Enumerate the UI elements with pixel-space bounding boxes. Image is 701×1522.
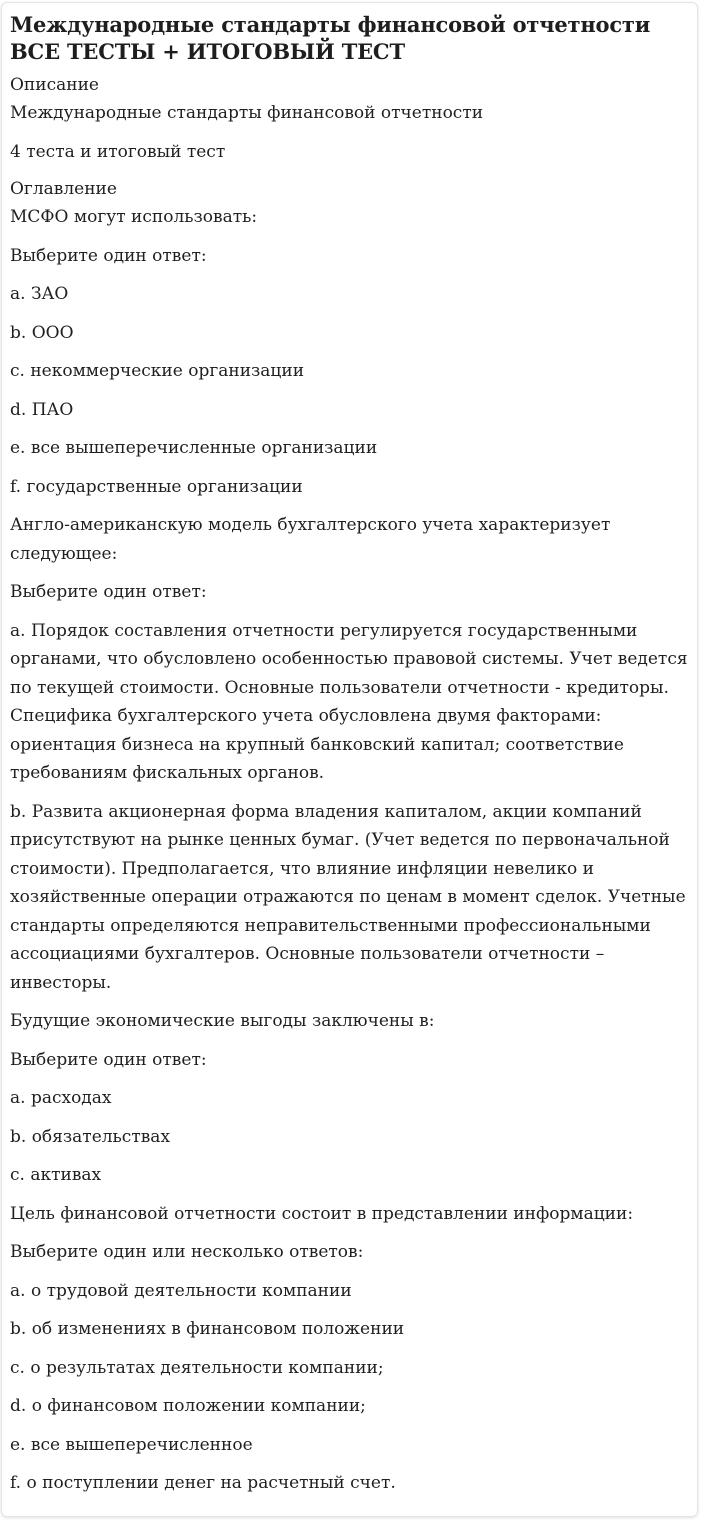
answer-option: c. некоммерческие организации bbox=[10, 361, 305, 381]
answer-option: e. все вышеперечисленное bbox=[10, 1434, 253, 1455]
question-text: Цель финансовой отчетности состоит в представлении информации: bbox=[10, 1203, 634, 1224]
question-text: Англо-американскую модель бухгалтерского учета характеризует следующее: bbox=[10, 515, 611, 564]
question-instruction: Выберите один ответ: bbox=[10, 582, 207, 602]
answer-option: f. о поступлении денег на расчетный счет. bbox=[10, 1473, 396, 1493]
description-line: Международные стандарты финансовой отчетности bbox=[10, 103, 484, 123]
answer-option: a. ЗАО bbox=[10, 284, 69, 304]
question-text: Будущие экономические выгоды заключены в: bbox=[10, 1011, 435, 1031]
answer-option: b. Развита акционерная форма владения капиталом, акции компаний присутствуют на рынке ценных бумаг. (Учет ведется по первоначальной стоимости). Предполагается, что влияние инфляции невелико и хозяйственные операции отражаются по ценам в момент сделок. Учетные стандарты определяются неправительственными профессиональными ассоциациями бухгалтеров. Основные пользователи отчетности – инвесторы. bbox=[10, 801, 686, 993]
description-heading: Описание bbox=[10, 75, 99, 95]
answer-option: d. ПАО bbox=[10, 399, 74, 420]
answer-option: c. активах bbox=[10, 1165, 102, 1185]
answer-option: a. Порядок составления отчетности регулируется государственными органами, что обусловлено особенностью правовой системы. Учет ведется по текущей стоимости. Основные пользователи отчетности - кредиторы. Специфика бухгалтерского учета обусловлена двумя факторами: ориентация бизнеса на крупный банковский капитал; соответствие требованиям фискальных органов. bbox=[10, 620, 688, 783]
question-instruction: Выберите один или несколько ответов: bbox=[10, 1242, 364, 1262]
toc-heading: Оглавление bbox=[10, 179, 117, 199]
answer-option: e. все вышеперечисленные организации bbox=[10, 438, 378, 458]
answer-option: f. государственные организации bbox=[10, 476, 303, 497]
description-line: 4 теста и итоговый тест bbox=[10, 141, 226, 162]
answer-option: b. обязательствах bbox=[10, 1126, 171, 1147]
question-instruction: Выберите один ответ: bbox=[10, 1049, 207, 1070]
page-title: Международные стандарты финансовой отчетности ВСЕ ТЕСТЫ + ИТОГОВЫЙ ТЕСТ bbox=[10, 12, 651, 64]
answer-option: b. ООО bbox=[10, 322, 74, 343]
answer-option: a. о трудовой деятельности компании bbox=[10, 1280, 352, 1301]
answer-option: b. об изменениях в финансовом положении bbox=[10, 1319, 405, 1339]
answer-option: d. о финансовом положении компании; bbox=[10, 1396, 366, 1416]
question-text: МСФО могут использовать: bbox=[10, 207, 258, 227]
answer-option: a. расходах bbox=[10, 1088, 112, 1108]
article-card bbox=[1, 2, 698, 1517]
question-instruction: Выберите один ответ: bbox=[10, 245, 207, 266]
answer-option: c. о результатах деятельности компании; bbox=[10, 1357, 384, 1378]
